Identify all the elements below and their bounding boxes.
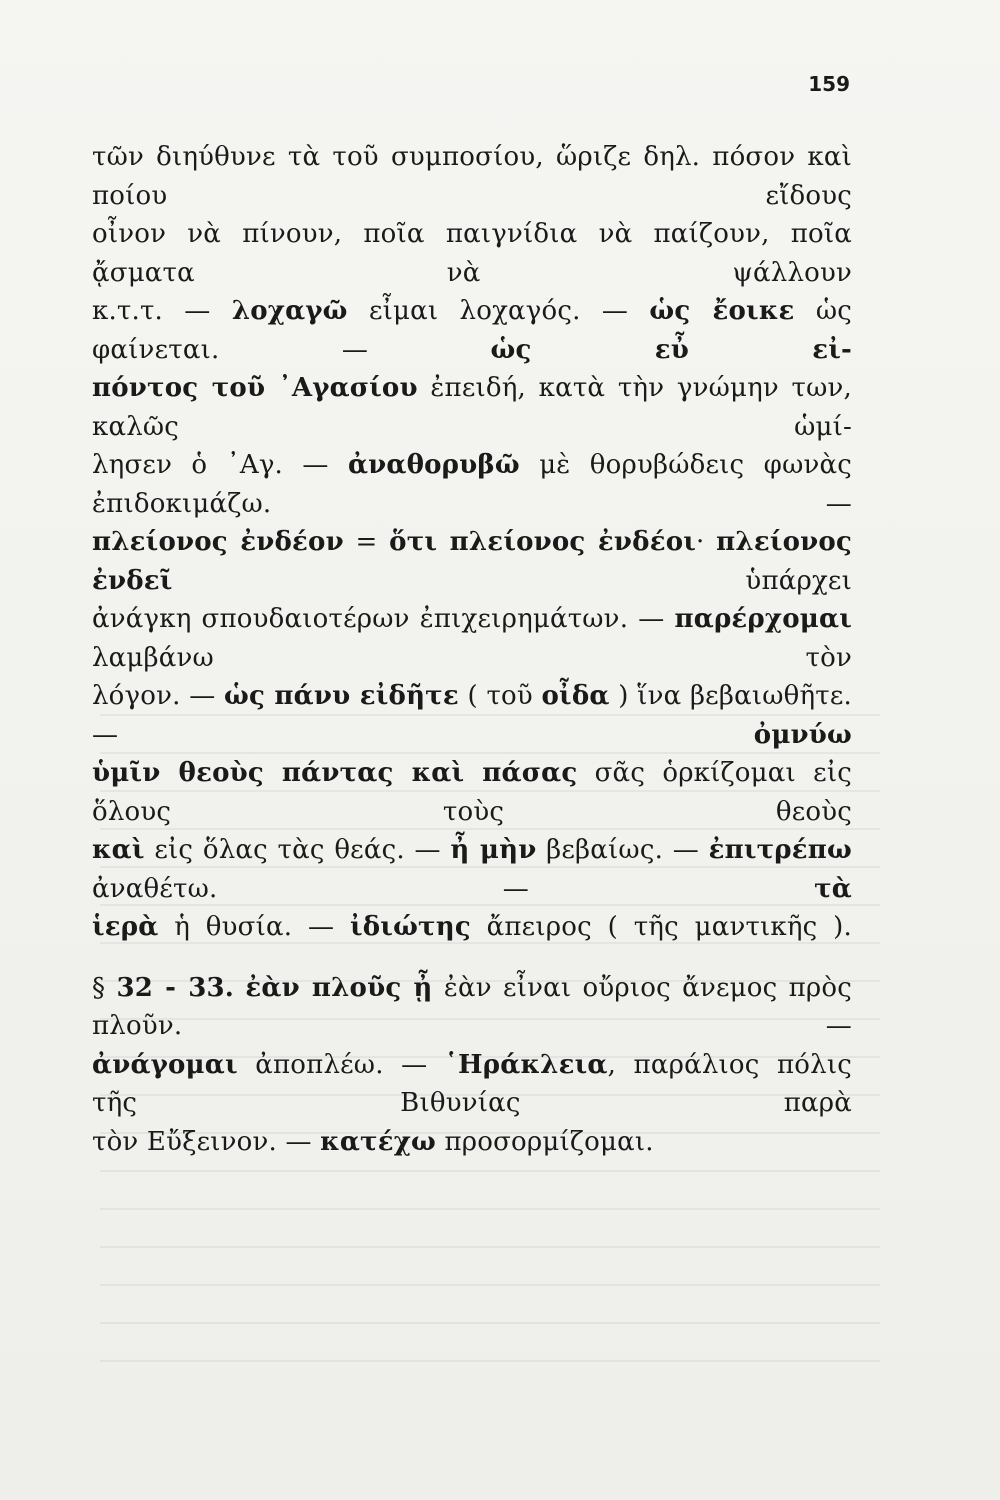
lemma-term: παρέρχομαι xyxy=(674,604,852,634)
gloss-text: ὑπάρχει xyxy=(172,565,852,596)
page-number: 159 xyxy=(808,72,850,96)
lemma-term: ὡς πάνυ εἰδῆτε xyxy=(224,681,459,711)
lemma-term: τὰ xyxy=(814,873,852,904)
gloss-text: ἄπειρος ( τῆς μαντικῆς ). xyxy=(470,912,852,942)
text-line xyxy=(92,831,852,908)
gloss-text xyxy=(234,973,245,1003)
gloss-text: ) ἵνα βεβαιωθῆτε. — xyxy=(92,681,852,750)
text-line xyxy=(92,908,852,947)
gloss-text: εἰς ὅλας τὰς θεάς. — xyxy=(144,835,451,865)
gloss-text: ὡς φαίνεται. — xyxy=(92,296,852,365)
lemma-term: ὡς ἔοικε xyxy=(649,296,795,326)
text-line xyxy=(92,215,852,292)
gloss-text: · xyxy=(696,527,717,557)
text-line xyxy=(92,1046,852,1123)
lemma-term: ἀναθορυβῶ xyxy=(347,450,520,480)
lemma-term: καὶ xyxy=(92,835,145,865)
text-line xyxy=(92,523,852,600)
gloss-text: κ.τ.τ. — xyxy=(92,296,232,326)
text-line xyxy=(92,292,852,369)
gloss-text: λαμβάνω τὸν xyxy=(92,642,852,673)
text-line xyxy=(92,754,852,831)
lemma-term: οἶδα xyxy=(541,681,610,711)
gloss-text: = xyxy=(343,527,390,557)
gloss-text: ἡ θυσία. — xyxy=(158,912,350,942)
lemma-term: ὀμνύω xyxy=(753,719,852,750)
text-line xyxy=(92,369,852,446)
lemma-term: ὅτι πλείονος ἐνδέοι xyxy=(389,527,697,557)
lemma-term: πόντος τοῦ ᾿Αγασίου xyxy=(92,373,418,403)
gloss-text: ἐὰν εἶναι οὔριος ἄνεμος πρὸς πλοῦν. — xyxy=(92,972,852,1041)
lemma-term: ἱερὰ xyxy=(92,912,159,942)
lemma-term: ἦ μὴν xyxy=(450,835,537,865)
text-line xyxy=(92,600,852,677)
lemma-term: πλείονος ἐνδέον xyxy=(92,527,344,557)
lemma-term: ἰδιώτης xyxy=(349,912,471,942)
gloss-text: προσορμίζομαι. xyxy=(436,1126,654,1157)
gloss-text: λόγον. — xyxy=(92,681,225,711)
lemma-term: ὑμῖν θεοὺς πάντας καὶ πάσας xyxy=(92,758,578,788)
text-line xyxy=(92,969,852,1046)
text-line xyxy=(92,446,852,523)
gloss-text: οἶνον νὰ πίνουν, ποῖα παιγνίδια νὰ παίζουν, ποῖα ᾄσματα νὰ ψάλλουν xyxy=(92,219,852,288)
lemma-term: 32 - 33. xyxy=(116,972,235,1003)
lemma-term: ἐπιτρέπω xyxy=(708,835,852,865)
lemma-term: ὡς εὖ εἰ- xyxy=(490,334,853,365)
gloss-text: μὲ θορυβώδεις φωνὰς ἐπιδοκιμάζω. — xyxy=(92,450,852,519)
section-break xyxy=(92,947,852,969)
gloss-text: τὸν Εὔξεινον. — xyxy=(92,1126,321,1157)
gloss-text: σᾶς ὁρκίζομαι εἰς ὅλους τοὺς θεοὺς xyxy=(92,758,852,827)
lemma-term: λοχαγῶ xyxy=(231,296,348,326)
lemma-term: πλείονος ἐνδεῖ xyxy=(92,527,852,596)
text-line xyxy=(92,138,852,215)
gloss-text: ἐπειδή, κατὰ τὴν γνώμην των, καλῶς ὡμί- xyxy=(92,373,852,442)
gloss-text: ἀποπλέω. — xyxy=(237,1049,445,1080)
gloss-text: ἀνάγκη σπουδαιοτέρων ἐπιχειρημάτων. — xyxy=(92,604,675,634)
gloss-text: ( τοῦ xyxy=(458,681,542,711)
gloss-text: εἶμαι λοχαγός. — xyxy=(347,296,650,326)
gloss-text: , παράλιος πόλις τῆς Βιθυνίας παρὰ xyxy=(92,1049,852,1118)
lemma-term: ἐὰν πλοῦς ᾖ xyxy=(245,972,433,1003)
gloss-text: ἀναθέτω. — xyxy=(92,873,815,904)
gloss-text: § xyxy=(92,972,117,1003)
lemma-term: κατέχω xyxy=(320,1126,436,1157)
gloss-text: βεβαίως. — xyxy=(536,835,709,865)
text-line xyxy=(92,677,852,754)
lemma-term: ἀνάγομαι xyxy=(92,1049,238,1080)
gloss-text: τῶν διηύθυνε τὰ τοῦ συμποσίου, ὥριζε δηλ. πόσον καὶ ποίου εἴδους xyxy=(92,142,852,211)
gloss-text: λησεν ὁ ᾿Αγ. — xyxy=(92,450,348,480)
commentary-text xyxy=(92,138,852,1161)
lemma-term: ῾Ηράκλεια xyxy=(444,1049,608,1080)
text-line xyxy=(92,1123,852,1162)
